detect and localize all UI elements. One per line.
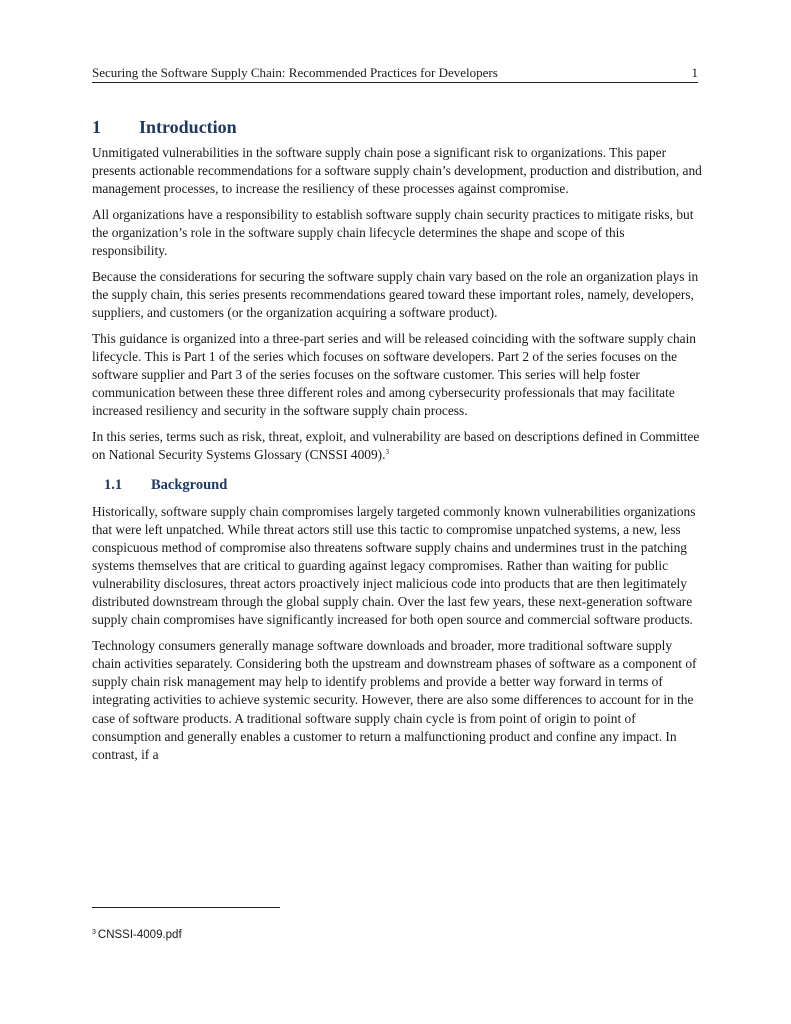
paragraph: Unmitigated vulnerabilities in the software supply chain pose a significant risk to organizations. This paper presents actionable recommendations for a software supply chain’s development, production and distribution, and management processes, to increase the resiliency of these processes against compromise. bbox=[92, 145, 702, 197]
document-body bbox=[92, 114, 702, 771]
footnote bbox=[92, 928, 182, 943]
subsection-title: Background bbox=[151, 476, 228, 493]
footnote-reference[interactable]: 3 bbox=[385, 447, 389, 456]
paragraph: Because the considerations for securing the software supply chain vary based on the role an organization plays in the supply chain, this series presents recommendations geared toward these important roles, namely, developers, suppliers, and customers (or the organization acquiring a software product). bbox=[92, 268, 699, 320]
section-heading bbox=[92, 114, 702, 140]
footnote-marker: 3 bbox=[92, 929, 96, 936]
section-number: 1 bbox=[92, 117, 101, 137]
section-title: Introduction bbox=[139, 117, 237, 137]
paragraph: Technology consumers generally manage software downloads and broader, more traditional software supply chain activities separately. Considering both the upstream and downstream phases of software as a component of supply chain risk management may help to identify problems and provide a better way forward in terms of integrating activities to achieve systemic security. However, there are also some differences to account for in the case of software products. A traditional software supply chain cycle is from point of origin to point of consumption and generally enables a customer to return a malfunctioning product and confine any impact. In contrast, if a bbox=[92, 638, 697, 762]
paragraph-with-footnote bbox=[92, 428, 702, 464]
paragraph-text: In this series, terms such as risk, threat, exploit, and vulnerability are based on descriptions defined in Committee on National Security Systems Glossary (CNSSI 4009). bbox=[92, 428, 700, 462]
paragraph: This guidance is organized into a three-part series and will be released coinciding with the software supply chain lifecycle. This is Part 1 of the series which focuses on software developers. Part 2 of the series focuses on the software supplier and Part 3 of the series focuses on the software customer. This series will help foster communication between these three different roles and among cybersecurity professionals that may facilitate increased resiliency and security in the software supply chain process. bbox=[92, 330, 696, 418]
subsection-number: 1.1 bbox=[104, 476, 123, 493]
footnote-separator bbox=[92, 907, 280, 908]
paragraph: All organizations have a responsibility to establish software supply chain security practices to mitigate risks, but the organization’s role in the software supply chain lifecycle determines the shape and scope of this responsibility. bbox=[92, 206, 694, 259]
page-number: 1 bbox=[691, 65, 698, 80]
subsection-heading bbox=[104, 474, 702, 496]
paragraph: Historically, software supply chain compromises largely targeted commonly known vulnerabilities organizations that were left unpatched. While threat actors still use this tactic to compromise unpatched systems, a new, less conspicuous method of compromise also threatens software supply chains and undermines trust in the patching systems themselves that are critical to guarding against legacy compromises. Rather than waiting for public vulnerability disclosures, threat actors proactively inject malicious code into products that are then legitimately distributed downstream through the global supply chain. Over the last few years, these next-generation software supply chain compromises have significantly increased for both open source and commercial software products. bbox=[92, 503, 696, 628]
footnote-text[interactable]: CNSSI-4009.pdf bbox=[97, 929, 182, 941]
running-header-title: Securing the Software Supply Chain: Recommended Practices for Developers bbox=[92, 65, 498, 80]
running-header bbox=[92, 64, 698, 83]
